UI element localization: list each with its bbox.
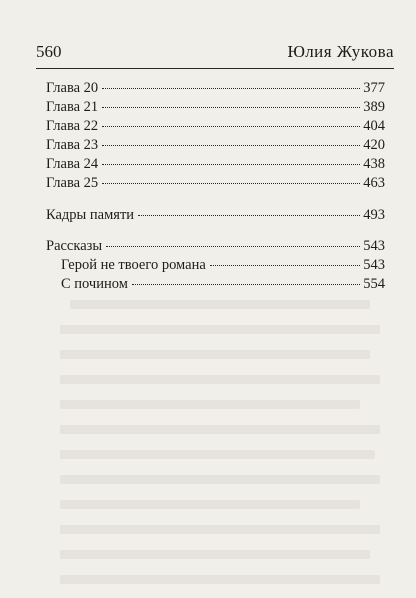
toc-entry-label: Глава 22 [46, 118, 99, 135]
toc-entry-page: 404 [363, 118, 385, 135]
dot-leader [102, 107, 360, 108]
toc-entry-label: Герой не твоего романа [61, 256, 206, 273]
dot-leader [102, 145, 360, 146]
toc-entry-story-pochin [46, 275, 385, 294]
page-number: 560 [36, 42, 62, 61]
toc-entry-page: 543 [363, 237, 385, 254]
toc-entry-label: Глава 23 [46, 137, 99, 154]
section-gap [46, 225, 385, 237]
toc-entry-chapter-21 [46, 98, 385, 117]
dot-leader [102, 126, 360, 127]
toc-entry-label: Глава 25 [46, 175, 99, 192]
section-gap [46, 194, 385, 206]
table-of-contents [46, 79, 385, 294]
toc-entry-page: 554 [363, 275, 385, 292]
toc-entry-story-hero [46, 256, 385, 275]
toc-entry-page: 389 [363, 99, 385, 116]
toc-entry-chapter-23 [46, 136, 385, 155]
header-rule [36, 68, 394, 69]
toc-entry-page: 377 [363, 80, 385, 96]
running-head-author: Юлия Жукова [287, 42, 394, 61]
toc-entry-page: 438 [363, 156, 385, 173]
dot-leader [102, 88, 360, 89]
toc-entry-label: Глава 24 [46, 156, 99, 173]
dot-leader [106, 246, 360, 247]
dot-leader [102, 164, 360, 165]
toc-entry-label: С почином [61, 275, 128, 292]
toc-entry-page: 420 [363, 137, 385, 154]
dot-leader [138, 215, 360, 216]
toc-entry-label: Глава 20 [46, 80, 99, 96]
toc-entry-stories [46, 237, 385, 256]
toc-entry-label: Глава 21 [46, 99, 99, 116]
dot-leader [210, 265, 360, 266]
toc-entry-chapter-20 [46, 79, 385, 98]
toc-entry-memory [46, 206, 385, 225]
toc-entry-label: Рассказы [46, 237, 103, 254]
toc-entry-page: 493 [363, 206, 385, 223]
toc-entry-chapter-24 [46, 155, 385, 174]
dot-leader [102, 183, 360, 184]
dot-leader [132, 284, 360, 285]
toc-entry-label: Кадры памяти [46, 206, 135, 223]
toc-entry-page: 463 [363, 175, 385, 192]
toc-entry-chapter-25 [46, 174, 385, 193]
toc-entry-chapter-22 [46, 117, 385, 136]
running-header [36, 42, 394, 66]
toc-entry-page: 543 [363, 256, 385, 273]
